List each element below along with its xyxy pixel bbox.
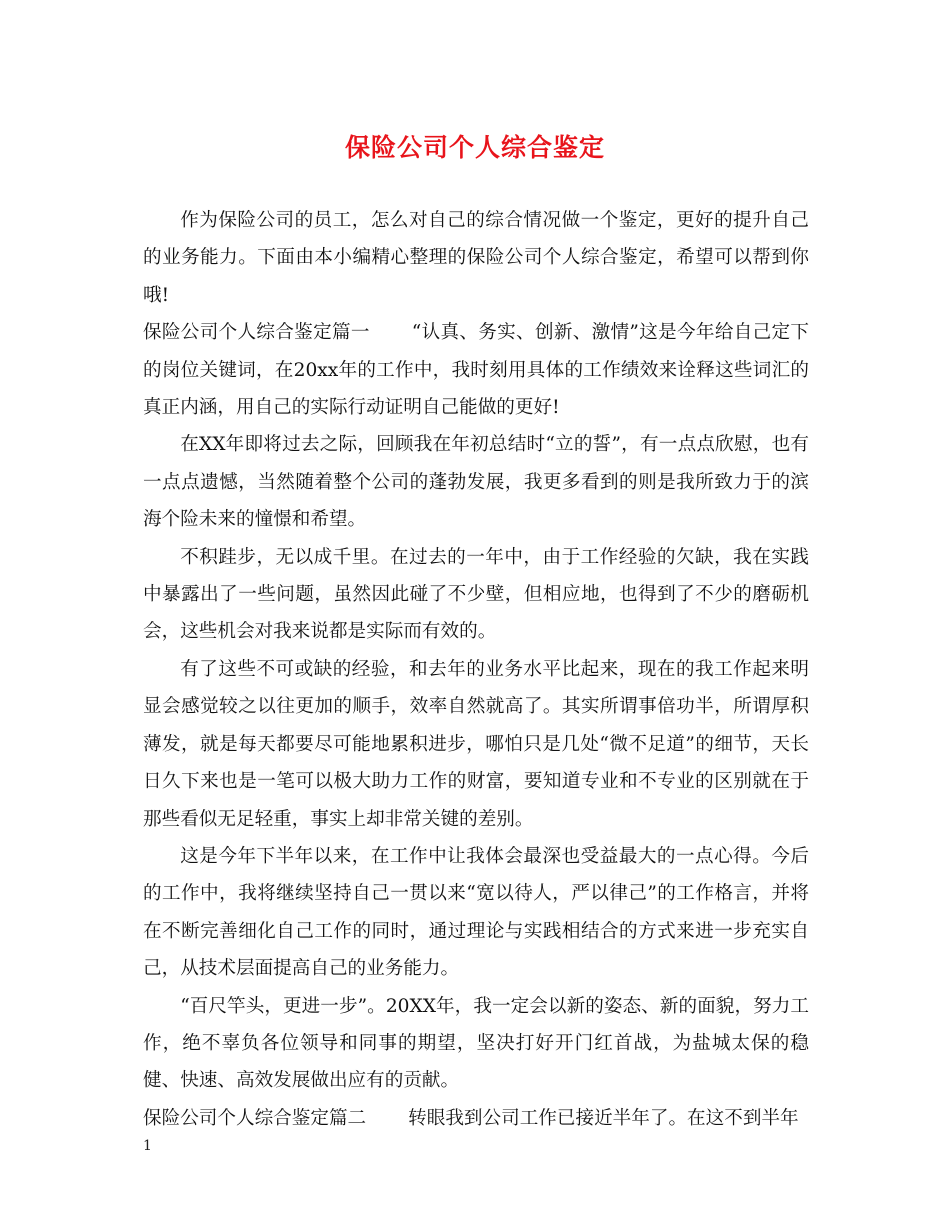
page-number: 1 <box>143 1138 152 1154</box>
section-one-paragraph <box>143 314 809 426</box>
body-paragraph: 在XX年即将过去之际，回顾我在年初总结时“立的誓”，有一点点欣慰，也有一点点遗憾，当然随着整个公司的蓬勃发展，我更多看到的则是我所致力于的滨海个险未来的憧憬和希望。 <box>143 434 809 531</box>
body-paragraph: 不积跬步，无以成千里。在过去的一年中，由于工作经验的欠缺，我在实践中暴露出了一些问题，虽然因此碰了不少壁，但相应地，也得到了不少的磨砺机会，这些机会对我来说都是实际而有效的。 <box>143 546 809 643</box>
section-two-text: 转眼我到公司工作已接近半年了。在这不到半年 <box>408 1107 799 1129</box>
section-one-text: “认真、务实、创新、激情”这是今年给自己定下的岗位关键词，在20xx年的工作中，我时刻用具体的工作绩效来诠释这些词汇的真正内涵，用自己的实际行动证明自己能做的更好! <box>143 322 809 419</box>
section-two-paragraph <box>143 1100 809 1137</box>
body-paragraph: 这是今年下半年以来，在工作中让我体会最深也受益最大的一点心得。今后的工作中，我将继续坚持自己一贯以来“宽以待人，严以律己”的工作格言，并将在不断完善细化自己工作的同时，通过理论与实践相结合的方式来进一步充实自己，从技术层面提高自己的业务能力。 <box>143 845 809 980</box>
section-one-heading: 保险公司个人综合鉴定篇一 <box>143 322 370 344</box>
intro-paragraph: 作为保险公司的员工，怎么对自己的综合情况做一个鉴定，更好的提升自己的业务能力。下面由本小编精心整理的保险公司个人综合鉴定，希望可以帮到你哦! <box>143 210 809 306</box>
document-title: 保险公司个人综合鉴定 <box>344 133 605 162</box>
section-two-heading: 保险公司个人综合鉴定篇二 <box>143 1107 367 1129</box>
body-paragraph: 有了这些不可或缺的经验，和去年的业务水平比起来，现在的我工作起来明显会感觉较之以往更加的顺手，效率自然就高了。其实所谓事倍功半，所谓厚积薄发，就是每天都要尽可能地累积进步，哪怕只是几处“微不足道”的细节，天长日久下来也是一笔可以极大助力工作的财富，要知道专业和不专业的区别就在于那些看似无足轻重，事实上却非常关键的差别。 <box>143 658 809 830</box>
body-paragraph: “百尺竿头，更进一步”。20XX年，我一定会以新的姿态、新的面貌，努力工作，绝不辜负各位领导和同事的期望，坚决打好开门红首战，为盐城太保的稳健、快速、高效发展做出应有的贡献。 <box>143 995 809 1092</box>
document-body <box>143 202 809 1137</box>
